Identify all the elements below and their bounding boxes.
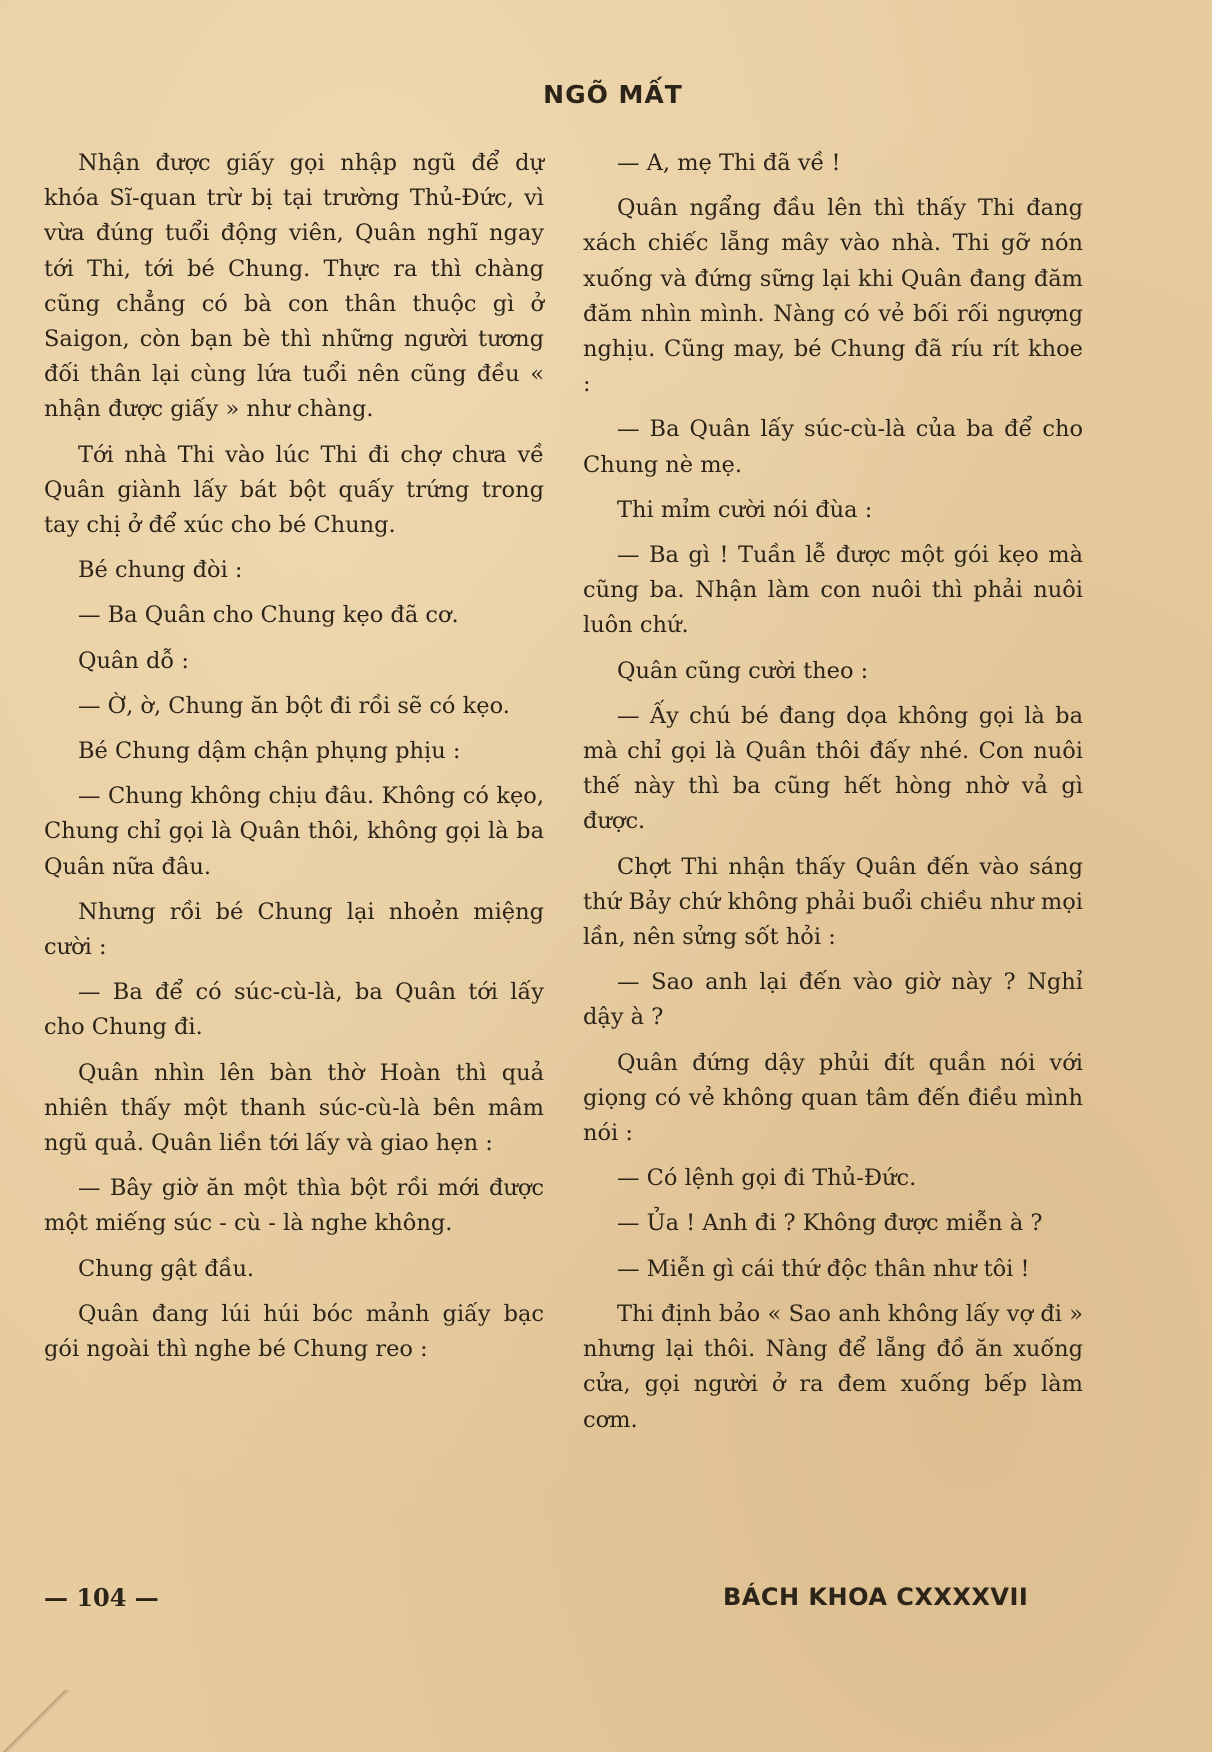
paragraph: Thi định bảo « Sao anh không lấy vợ đi » nhưng lại thôi. Nàng để lẵng đồ ăn xuống cửa, gọi người ở ra đem xuống bếp làm cơm. [583, 1300, 1083, 1433]
paragraph: — Ấy chú bé đang dọa không gọi là ba mà chỉ gọi là Quân thôi đấy nhé. Con nuôi thế này thì ba cũng hết hòng nhờ vả gì được. [583, 702, 1083, 835]
paragraph: — Có lệnh gọi đi Thủ-Đức. [617, 1165, 917, 1192]
left-column [44, 146, 544, 1377]
paragraph: — Sao anh lại đến vào giờ này ? Nghỉ dậy à ? [583, 969, 1083, 1031]
paragraph: — Ba Quân lấy súc-cù-là của ba để cho Chung nè mẹ. [583, 416, 1083, 478]
paragraph: — A, mẹ Thi đã về ! [617, 150, 841, 176]
paragraph: Chợt Thi nhận thấy Quân đến vào sáng thứ Bảy chứ không phải buổi chiều như mọi lần, nên sửng sốt hỏi : [583, 853, 1083, 951]
paragraph: — Ủa ! Anh đi ? Không được miễn à ? [617, 1210, 1043, 1237]
paragraph: — Chung không chịu đâu. Không có kẹo, Chung chỉ gọi là Quân thôi, không gọi là ba Quân nữa đâu. [44, 783, 544, 880]
paragraph: Quân đang lúi húi bóc mảnh giấy bạc gói ngoài thì nghe bé Chung reo : [44, 1300, 544, 1363]
paragraph: — Ba Quân cho Chung kẹo đã cơ. [78, 602, 459, 629]
right-column [583, 146, 1083, 1448]
publication-name: BÁCH KHOA CXXXXVII [723, 1583, 1029, 1611]
paragraph: Tới nhà Thi vào lúc Thi đi chợ chưa về Quân giành lấy bát bột quấy trứng trong tay chị ở để xúc cho bé Chung. [44, 441, 544, 539]
paragraph: — Bây giờ ăn một thìa bột rồi mới được một miếng súc - cù - là nghe không. [44, 1175, 544, 1237]
paragraph: Nhưng rồi bé Chung lại nhoẻn miệng cười : [44, 898, 544, 961]
paragraph: Nhận được giấy gọi nhập ngũ để dự khóa Sĩ-quan trừ bị tại trường Thủ-Đức, vì vừa đúng tuổi động viên, Quân nghĩ ngay tới Thi, tới bé Chung. Thực ra thì chàng cũng chẳng có bà con thân thuộc gì ở Saigon, còn bạn bè thì những người tương đối thân lại cùng lứa tuổi nên cũng đều « nhận được giấy » như chàng. [44, 150, 544, 423]
paragraph: Bé chung đòi : [78, 557, 243, 584]
running-title: NGÕ MẤT [543, 80, 683, 109]
paragraph: — Ờ, ờ, Chung ăn bột đi rồi sẽ có kẹo. [78, 692, 510, 719]
paragraph: Thi mỉm cười nói đùa : [617, 496, 873, 523]
paragraph: Quân đứng dậy phủi đít quần nói với giọng có vẻ không quan tâm đến điều mình nói : [583, 1049, 1083, 1147]
page-number: — 104 — [44, 1583, 159, 1612]
page-fold-crease [0, 1690, 70, 1752]
paragraph: Quân cũng cười theo : [617, 657, 869, 684]
paragraph: — Ba để có súc-cù-là, ba Quân tới lấy cho Chung đi. [44, 979, 544, 1041]
paragraph: Bé Chung dậm chận phụng phịu : [78, 738, 461, 765]
paragraph: — Ba gì ! Tuần lễ được một gói kẹo mà cũng ba. Nhận làm con nuôi thì phải nuôi luôn chứ. [583, 542, 1083, 639]
paragraph: Quân nhìn lên bàn thờ Hoàn thì quả nhiên thấy một thanh súc-cù-là bên mâm ngũ quả. Quân liền tới lấy và giao hẹn : [44, 1059, 544, 1157]
paragraph: Quân ngẩng đầu lên thì thấy Thi đang xách chiếc lẵng mây vào nhà. Thi gỡ nón xuống và đứng sững lại khi Quân đang đăm đăm nhìn mình. Nàng có vẻ bối rối ngượng nghịu. Cũng may, bé Chung đã ríu rít khoe : [583, 195, 1083, 398]
paragraph: — Miễn gì cái thứ độc thân như tôi ! [617, 1255, 1030, 1282]
paragraph: Quân dỗ : [78, 647, 189, 674]
paragraph: Chung gật đầu. [78, 1255, 255, 1282]
